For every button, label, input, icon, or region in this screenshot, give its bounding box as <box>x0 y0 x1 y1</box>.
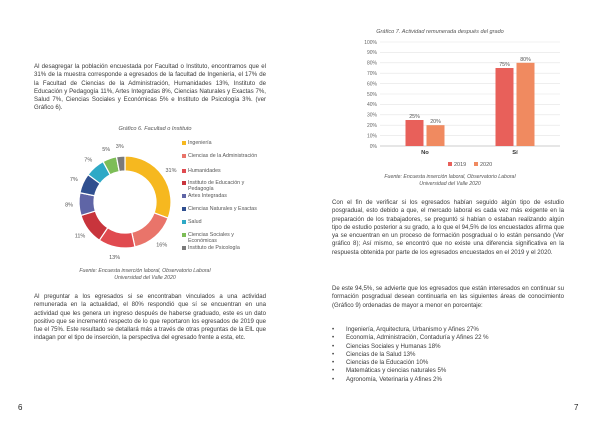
bar-legend-label: 2019 <box>454 162 467 168</box>
posgrado-area-item: • Economía, Administración, Contaduría y Afines 22 % <box>332 334 564 342</box>
right-page <box>300 0 600 425</box>
x-category-label: Sí <box>512 150 518 156</box>
y-tick-label: 0% <box>369 143 377 150</box>
bar-2020 <box>427 125 445 146</box>
donut-data-label: 11% <box>74 233 86 240</box>
bar-2020 <box>517 63 535 146</box>
donut-data-label: 31% <box>165 168 177 175</box>
posgrado-area-item: • Matemáticas y ciencias naturales 5% <box>332 367 564 375</box>
legend-swatch <box>182 233 186 237</box>
posgrado-area-item: • Ciencias de la Educación 10% <box>332 359 564 367</box>
left-paragraph-2: Al preguntar a los egresados si se encontraban vinculados a una actividad remunerada en la actualidad, el 80% respondió que sí se encuentran en una actividad que les genera un ingreso después de haberse graduado, este es un dato positivo que se incrementó respecto de lo que reportaron los egresados de 2019 que fue el 75%. Este resultado se detallará más a través de otras preguntas de la EIL que indagan por el tipo de inserción, la perspectiva del egresado frente a esta, etc. <box>34 293 266 342</box>
posgrado-area-item: • Agronomía, Veterinaria y Afines 2% <box>332 376 564 384</box>
legend-label: Instituto de Educación y Pedagogía <box>188 180 245 192</box>
right-paragraph-2: De este 94,5%, se advierte que los egresados que están interesados en continuar su formación posgradual desean continuarla en las siguientes áreas de conocimiento (Gráfico 9) ordenadas de mayor a menor en porcentaje: <box>332 285 564 309</box>
bar-legend-swatch <box>448 162 452 166</box>
bar-data-label: 25% <box>409 114 420 120</box>
chart6-title: Gráfico 6. Facultad o Instituto <box>118 126 192 132</box>
posgrado-area-item: • Ingeniería, Arquitectura, Urbanismo y Afines 27% <box>332 326 564 334</box>
bar-2019 <box>496 68 514 146</box>
chart6-source-line2: Universidad del Valle 2020 <box>114 274 176 281</box>
donut-data-label: 7% <box>69 177 78 184</box>
right-paragraph-1: Con el fin de verificar si los egresados habían seguido algún tipo de estudio posgradual, esto debido a que, el mercado laboral es cada vez más exigente en la preparación de los trabajadores, se preguntó si habían o estaban realizando algún tipo de estudio posterior a su grado, a lo que el 94,5% de los encuestados afirma que ya se encuentran en un proceso de formación posgradual o lo están pensando (Ver gráfico 8); Así mismo, se encontró que no existe una diferencia significativa en la respuesta obtenida por parte de los egresados encuestados en el 2019 y el 2020. <box>332 199 564 256</box>
donut-data-label: 7% <box>84 157 93 164</box>
bar-data-label: 75% <box>499 62 510 68</box>
donut-data-label: 3% <box>115 144 124 151</box>
y-tick-label: 80% <box>366 60 377 67</box>
legend-label: Artes Integradas <box>188 193 227 199</box>
posgrado-area-item: • Ciencias de la Salud 13% <box>332 351 564 359</box>
x-category-label: No <box>421 150 429 156</box>
donut-chart <box>60 140 190 265</box>
legend-label: Ingeniería <box>188 140 212 146</box>
donut-data-label: 16% <box>156 242 168 249</box>
left-paragraph-1: Al desagregar la población encuestada por Facultad o Instituto, encontramos que el 31% de la muestra corresponde a egresados de la facultad de Ingeniería, el 17% de la Facultad de Ciencias de la Administración, Humanidades 13%, Instituto de Educación y Pedagogía 11%, Artes Integradas 8%, Ciencias Naturales y Exactas 7%, Salud 7%, Ciencias Sociales y Económicas 5% e Instituto de Psicología 3%. (ver Gráfico 6). <box>34 63 266 112</box>
legend-swatch <box>182 246 186 250</box>
chart7-source <box>345 174 555 188</box>
y-tick-label: 60% <box>366 81 377 88</box>
posgrado-area-item: • Ciencias Sociales y Humanas 18% <box>332 343 564 351</box>
y-tick-label: 100% <box>364 39 377 46</box>
legend-swatch <box>182 207 186 211</box>
legend-label: Instituto de Psicología <box>188 245 240 251</box>
bar-2019 <box>406 120 424 146</box>
donut-data-label: 5% <box>102 147 111 154</box>
y-tick-label: 50% <box>366 91 377 98</box>
bar-legend-label: 2020 <box>480 162 493 168</box>
donut-slice <box>125 156 171 218</box>
chart7-title: Gráfico 7. Actividad remunerada después del grado <box>376 29 504 35</box>
right-page-number: 7 <box>574 403 579 412</box>
legend-swatch <box>182 169 186 173</box>
legend-label: Humanidades <box>188 168 221 174</box>
chart6-source <box>40 268 250 282</box>
donut-slices <box>79 156 171 248</box>
y-tick-label: 70% <box>366 71 377 77</box>
y-tick-label: 30% <box>366 112 377 119</box>
y-tick-label: 20% <box>366 123 377 129</box>
bar-data-label: 20% <box>430 119 441 126</box>
legend-label: Ciencias Naturales y Exactas <box>188 206 257 212</box>
bar-legend-swatch <box>474 162 478 166</box>
donut-slice <box>79 193 95 216</box>
donut-data-label: 8% <box>65 202 74 209</box>
chart7-source-line2: Universidad del Valle 2020 <box>419 180 481 187</box>
chart7-source-line1: Fuente: Encuesta inserción laboral, Observatorio Laboral <box>384 174 516 180</box>
legend-label: Salud <box>188 219 202 225</box>
legend-swatch <box>182 154 186 158</box>
y-tick-label: 90% <box>366 50 377 57</box>
legend-label: Ciencias Sociales y Económicas <box>188 232 234 244</box>
bar-data-label: 80% <box>520 56 531 63</box>
posgrado-areas-list <box>332 326 564 384</box>
chart6-legend <box>182 137 270 262</box>
legend-swatch <box>182 220 186 224</box>
bar-chart <box>360 36 570 171</box>
chart6-source-line1: Fuente: Encuesta inserción laboral, Observatorio Laboral <box>79 268 211 274</box>
left-page-number: 6 <box>18 403 23 412</box>
legend-swatch <box>182 194 186 198</box>
donut-data-label: 13% <box>109 255 121 262</box>
legend-swatch <box>182 181 186 185</box>
y-tick-label: 40% <box>366 102 377 109</box>
y-tick-label: 10% <box>366 133 377 140</box>
legend-label: Ciencias de la Administración <box>188 153 258 159</box>
legend-swatch <box>182 141 186 145</box>
